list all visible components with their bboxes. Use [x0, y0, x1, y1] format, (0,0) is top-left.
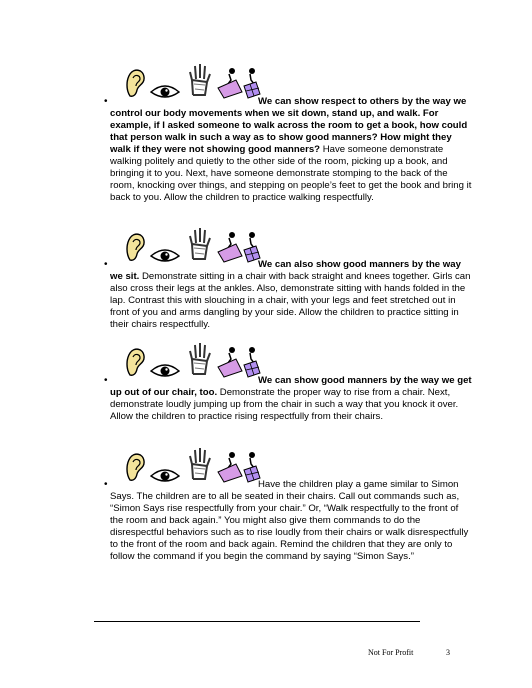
footer-label: Not For Profit — [368, 648, 414, 657]
page-number: 3 — [446, 648, 450, 657]
paragraph-bold: We can also show good manners by the way we sit. — [110, 259, 461, 282]
ear-icon — [124, 230, 146, 264]
activity-icons — [124, 446, 264, 486]
hand-icon — [188, 226, 212, 260]
bullet: • — [104, 479, 108, 490]
ear-icon — [124, 66, 146, 100]
hand-icon — [188, 341, 212, 375]
paragraph — [110, 259, 472, 331]
activity-icons — [124, 62, 264, 102]
shaking-hands-icon — [216, 66, 262, 100]
shaking-hands-icon — [216, 450, 262, 484]
paragraph-bold: We can show respect to others by the way we control our body movements when we sit down, stand up, and walk. For example, if I asked someone to walk across the room to get a book, how could that person walk in such a way as to show good manners? How might they walk if they were not showing good manners? — [110, 96, 468, 155]
paragraph — [110, 375, 472, 423]
instruction-item-1 — [104, 62, 472, 204]
paragraph-text: Have the children play a game similar to Simon Says. The children are to all be seated in their chairs. Call out commands such as, “Simon Says rise respectfully from your chair.” Or, “Walk respectfully to the front of the room and back again.” You might also give them commands to do the disrespectful behaviors such as to rise loudly from their chairs or walk disrespectfully to the front of the room and back again. Remind the children that they are only to follow the command if you begin the command by saying “Simon Says.” — [110, 479, 469, 562]
hand-icon — [188, 62, 212, 96]
eye-icon — [150, 84, 180, 100]
shaking-hands-icon — [216, 230, 262, 264]
ear-icon — [124, 345, 146, 379]
activity-icons — [124, 341, 264, 381]
eye-icon — [150, 468, 180, 484]
instruction-item-2 — [104, 226, 472, 331]
eye-icon — [150, 248, 180, 264]
bullet: • — [104, 375, 108, 386]
paragraph-bold: We can show good manners by the way we get up out of our chair, too. — [110, 375, 472, 398]
paragraph — [110, 479, 472, 563]
bullet: • — [104, 259, 108, 270]
ear-icon — [124, 450, 146, 484]
paragraph-text: Demonstrate the proper way to rise from a chair. Next, demonstrate loudly jumping up from the chair in such a way that you knock it over. Allow the children to practice rising respectfully from their chairs. — [110, 387, 459, 422]
shaking-hands-icon — [216, 345, 262, 379]
paragraph — [110, 96, 472, 204]
footer-rule — [94, 621, 420, 622]
eye-icon — [150, 363, 180, 379]
bullet: • — [104, 96, 108, 107]
instruction-item-4 — [104, 446, 472, 563]
paragraph-text: Have someone demonstrate walking politely and quietly to the other side of the room, picking up a book, and bringing it to you. Next, have someone demonstrate stomping to the back of the room, knocking over things, and stepping on people’s feet to get the book and bring it back to you. Allow the children to practice walking respectfully. — [110, 144, 472, 203]
paragraph-text: Demonstrate sitting in a chair with back straight and knees together. Girls can also cross their legs at the ankles. Also, demonstrate sitting with hands folded in the lap. Contrast this with slouching in a chair, with your legs and feet stretched out in front of you and arms dangling by your side. Allow the children to practice sitting in their chairs respectfully. — [110, 271, 471, 330]
activity-icons — [124, 226, 264, 266]
hand-icon — [188, 446, 212, 480]
instruction-item-3 — [104, 341, 472, 423]
